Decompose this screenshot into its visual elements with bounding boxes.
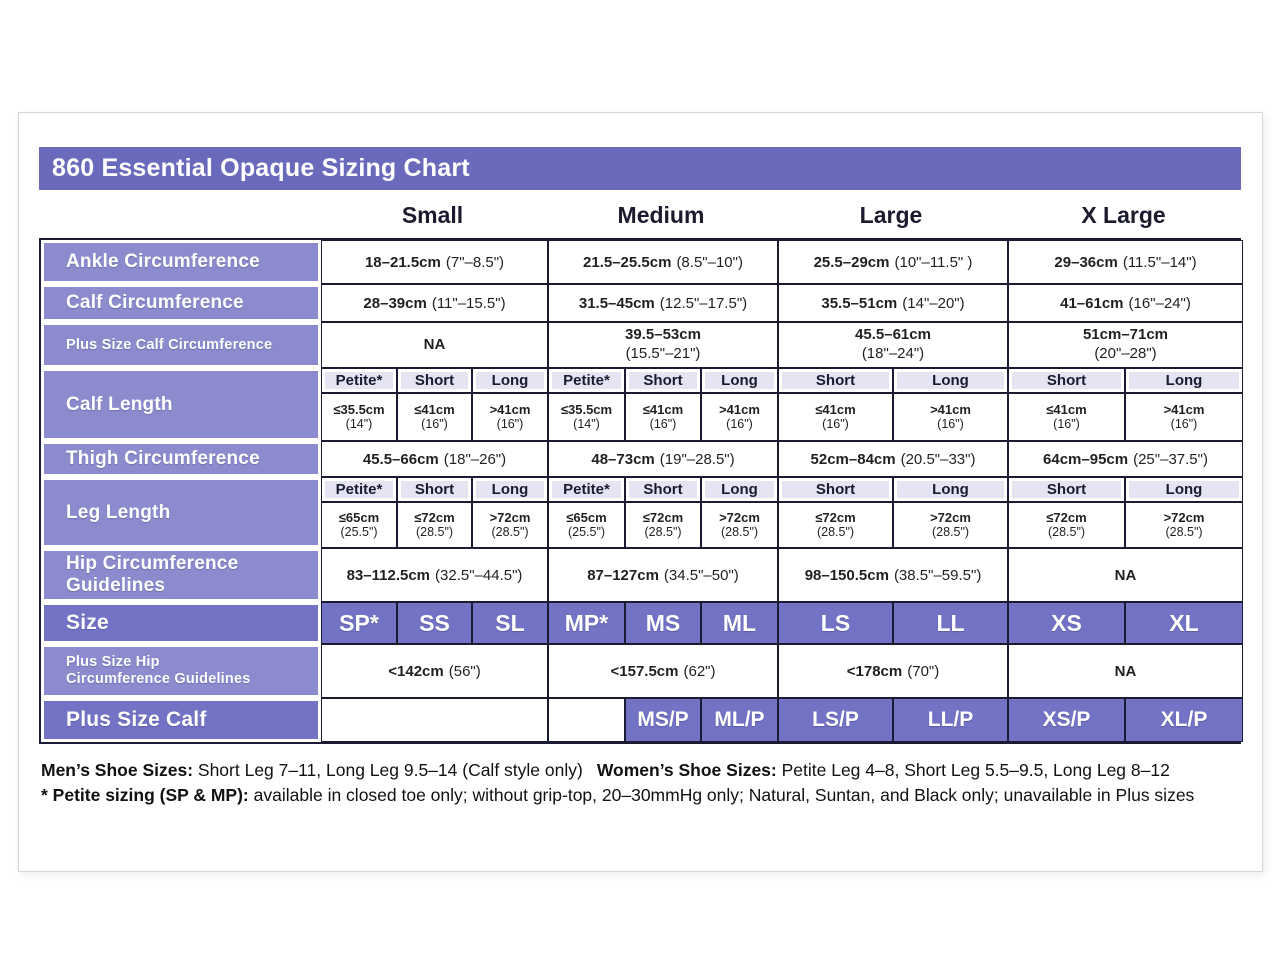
- cell-plus-hip-xlarge: NA: [1008, 644, 1243, 698]
- cell-calf-length-small-short: ≤41cm (16"): [397, 393, 472, 441]
- cell-calf-length-large-short: ≤41cm (16"): [778, 393, 893, 441]
- column-header-small: Small: [401, 202, 464, 228]
- subheader-calf-length-small-short: Short: [397, 368, 472, 393]
- subheader-calf-length-small-long: Long: [472, 368, 548, 393]
- column-header-large: Large: [859, 202, 923, 228]
- cell-plus-calf-xlp: XL/P: [1125, 698, 1243, 742]
- cell-thigh-small: 45.5–66cm (18"–26"): [321, 441, 548, 477]
- cell-calf-large: 35.5–51cm (14"–20"): [778, 284, 1008, 322]
- cell-plus-calf-xsp: XS/P: [1008, 698, 1125, 742]
- cell-size-ss: SS: [397, 602, 472, 644]
- row-label-plus-size-calf: Plus Size Calf: [41, 698, 321, 742]
- subheader-calf-length-medium-long: Long: [701, 368, 778, 393]
- cell-size-sl: SL: [472, 602, 548, 644]
- cell-plus-calf-circ-medium: 39.5–53cm (15.5"–21"): [548, 322, 778, 368]
- sizing-table: [39, 238, 1241, 744]
- subheader-calf-length-small-petite: Petite*: [321, 368, 397, 393]
- cell-size-ls: LS: [778, 602, 893, 644]
- column-header-medium: Medium: [617, 202, 705, 228]
- cell-calf-small: 28–39cm (11"–15.5"): [321, 284, 548, 322]
- cell-ankle-large: 25.5–29cm (10"–11.5" ): [778, 240, 1008, 284]
- subheader-leg-length-large-long: Long: [893, 477, 1008, 502]
- cell-plus-hip-medium: <157.5cm (62"): [548, 644, 778, 698]
- cell-size-xs: XS: [1008, 602, 1125, 644]
- cell-plus-calf-circ-small: NA: [321, 322, 548, 368]
- cell-plus-calf-circ-large: 45.5–61cm (18"–24"): [778, 322, 1008, 368]
- cell-plus-calf-mp-empty: [548, 698, 625, 742]
- cell-plus-calf-small-empty: [321, 698, 548, 742]
- cell-plus-calf-circ-xlarge: 51cm–71cm (20"–28"): [1008, 322, 1243, 368]
- subheader-leg-length-medium-short: Short: [625, 477, 701, 502]
- cell-ankle-medium: 21.5–25.5cm (8.5"–10"): [548, 240, 778, 284]
- row-label-thigh-circumference: Thigh Circumference: [41, 441, 321, 477]
- cell-calf-length-medium-long: >41cm (16"): [701, 393, 778, 441]
- cell-ankle-small: 18–21.5cm (7"–8.5"): [321, 240, 548, 284]
- cell-thigh-xlarge: 64cm–95cm (25"–37.5"): [1008, 441, 1243, 477]
- cell-leg-length-large-long: >72cm (28.5"): [893, 502, 1008, 548]
- cell-thigh-medium: 48–73cm (19"–28.5"): [548, 441, 778, 477]
- row-label-plus-size-calf-circumference: Plus Size Calf Circumference: [41, 322, 321, 368]
- cell-leg-length-small-long: >72cm (28.5"): [472, 502, 548, 548]
- row-label-leg-length: Leg Length: [41, 477, 321, 548]
- cell-calf-length-medium-short: ≤41cm (16"): [625, 393, 701, 441]
- cell-leg-length-medium-short: ≤72cm (28.5"): [625, 502, 701, 548]
- subheader-leg-length-medium-petite: Petite*: [548, 477, 625, 502]
- footnotes: [41, 758, 1262, 809]
- subheader-calf-length-large-short: Short: [778, 368, 893, 393]
- subheader-leg-length-large-short: Short: [778, 477, 893, 502]
- cell-leg-length-small-short: ≤72cm (28.5"): [397, 502, 472, 548]
- cell-leg-length-xlarge-short: ≤72cm (28.5"): [1008, 502, 1125, 548]
- row-label-hip-circumference-guidelines: Hip Circumference Guidelines: [41, 548, 321, 602]
- cell-size-xl: XL: [1125, 602, 1243, 644]
- cell-calf-length-small-long: >41cm (16"): [472, 393, 548, 441]
- cell-calf-length-small-petite: ≤35.5cm (14"): [321, 393, 397, 441]
- cell-plus-calf-msp: MS/P: [625, 698, 701, 742]
- cell-leg-length-medium-petite: ≤65cm (25.5"): [548, 502, 625, 548]
- subheader-leg-length-xlarge-long: Long: [1125, 477, 1243, 502]
- cell-size-ll: LL: [893, 602, 1008, 644]
- cell-calf-length-xlarge-short: ≤41cm (16"): [1008, 393, 1125, 441]
- subheader-calf-length-xlarge-short: Short: [1008, 368, 1125, 393]
- subheader-calf-length-medium-short: Short: [625, 368, 701, 393]
- cell-hip-small: 83–112.5cm (32.5"–44.5"): [321, 548, 548, 602]
- mens-shoe-sizes-label: Men’s Shoe Sizes:: [41, 760, 194, 780]
- sizing-chart-card: [18, 112, 1263, 872]
- cell-thigh-large: 52cm–84cm (20.5"–33"): [778, 441, 1008, 477]
- subheader-calf-length-xlarge-long: Long: [1125, 368, 1243, 393]
- cell-hip-xlarge: NA: [1008, 548, 1243, 602]
- row-label-ankle-circumference: Ankle Circumference: [41, 240, 321, 284]
- cell-plus-hip-large: <178cm (70"): [778, 644, 1008, 698]
- cell-leg-length-medium-long: >72cm (28.5"): [701, 502, 778, 548]
- cell-hip-medium: 87–127cm (34.5"–50"): [548, 548, 778, 602]
- cell-plus-hip-small: <142cm (56"): [321, 644, 548, 698]
- cell-leg-length-small-petite: ≤65cm (25.5"): [321, 502, 397, 548]
- page-title: 860 Essential Opaque Sizing Chart: [39, 147, 1241, 190]
- column-header-row: [319, 190, 1262, 238]
- row-label-size: Size: [41, 602, 321, 644]
- cell-leg-length-xlarge-long: >72cm (28.5"): [1125, 502, 1243, 548]
- cell-ankle-xlarge: 29–36cm (11.5"–14"): [1008, 240, 1243, 284]
- cell-plus-calf-lsp: LS/P: [778, 698, 893, 742]
- cell-size-ml: ML: [701, 602, 778, 644]
- womens-shoe-sizes-label: Women’s Shoe Sizes:: [596, 760, 777, 780]
- row-label-calf-length: Calf Length: [41, 368, 321, 441]
- cell-size-ms: MS: [625, 602, 701, 644]
- row-label-plus-size-hip-circumference-guidelines: Plus Size Hip Circumference Guidelines: [41, 644, 321, 698]
- cell-calf-length-medium-petite: ≤35.5cm (14"): [548, 393, 625, 441]
- column-header-xlarge: X Large: [1081, 202, 1166, 228]
- cell-plus-calf-mlp: ML/P: [701, 698, 778, 742]
- cell-plus-calf-llp: LL/P: [893, 698, 1008, 742]
- cell-size-sp: SP*: [321, 602, 397, 644]
- subheader-calf-length-large-long: Long: [893, 368, 1008, 393]
- petite-sizing-note: * Petite sizing (SP & MP): available in closed toe only; without grip-top, 20–30mmHg only; Natural, Suntan, and Black only; unavailable in Plus sizes: [41, 785, 1195, 806]
- cell-hip-large: 98–150.5cm (38.5"–59.5"): [778, 548, 1008, 602]
- subheader-leg-length-xlarge-short: Short: [1008, 477, 1125, 502]
- subheader-leg-length-small-petite: Petite*: [321, 477, 397, 502]
- cell-leg-length-large-short: ≤72cm (28.5"): [778, 502, 893, 548]
- cell-size-mp: MP*: [548, 602, 625, 644]
- cell-calf-length-xlarge-long: >41cm (16"): [1125, 393, 1243, 441]
- row-label-calf-circumference: Calf Circumference: [41, 284, 321, 322]
- subheader-leg-length-small-short: Short: [397, 477, 472, 502]
- cell-calf-xlarge: 41–61cm (16"–24"): [1008, 284, 1243, 322]
- cell-calf-length-large-long: >41cm (16"): [893, 393, 1008, 441]
- cell-calf-medium: 31.5–45cm (12.5"–17.5"): [548, 284, 778, 322]
- subheader-leg-length-small-long: Long: [472, 477, 548, 502]
- petite-sizing-label: * Petite sizing (SP & MP):: [41, 785, 249, 806]
- shoe-sizes-note: Men’s Shoe Sizes: Short Leg 7–11, Long Leg 9.5–14 (Calf style only) Women’s Shoe Sizes: Petite Leg 4–8, Short Leg 5.5–9.5, Long Leg 8–12: [41, 760, 1170, 780]
- subheader-leg-length-medium-long: Long: [701, 477, 778, 502]
- subheader-calf-length-medium-petite: Petite*: [548, 368, 625, 393]
